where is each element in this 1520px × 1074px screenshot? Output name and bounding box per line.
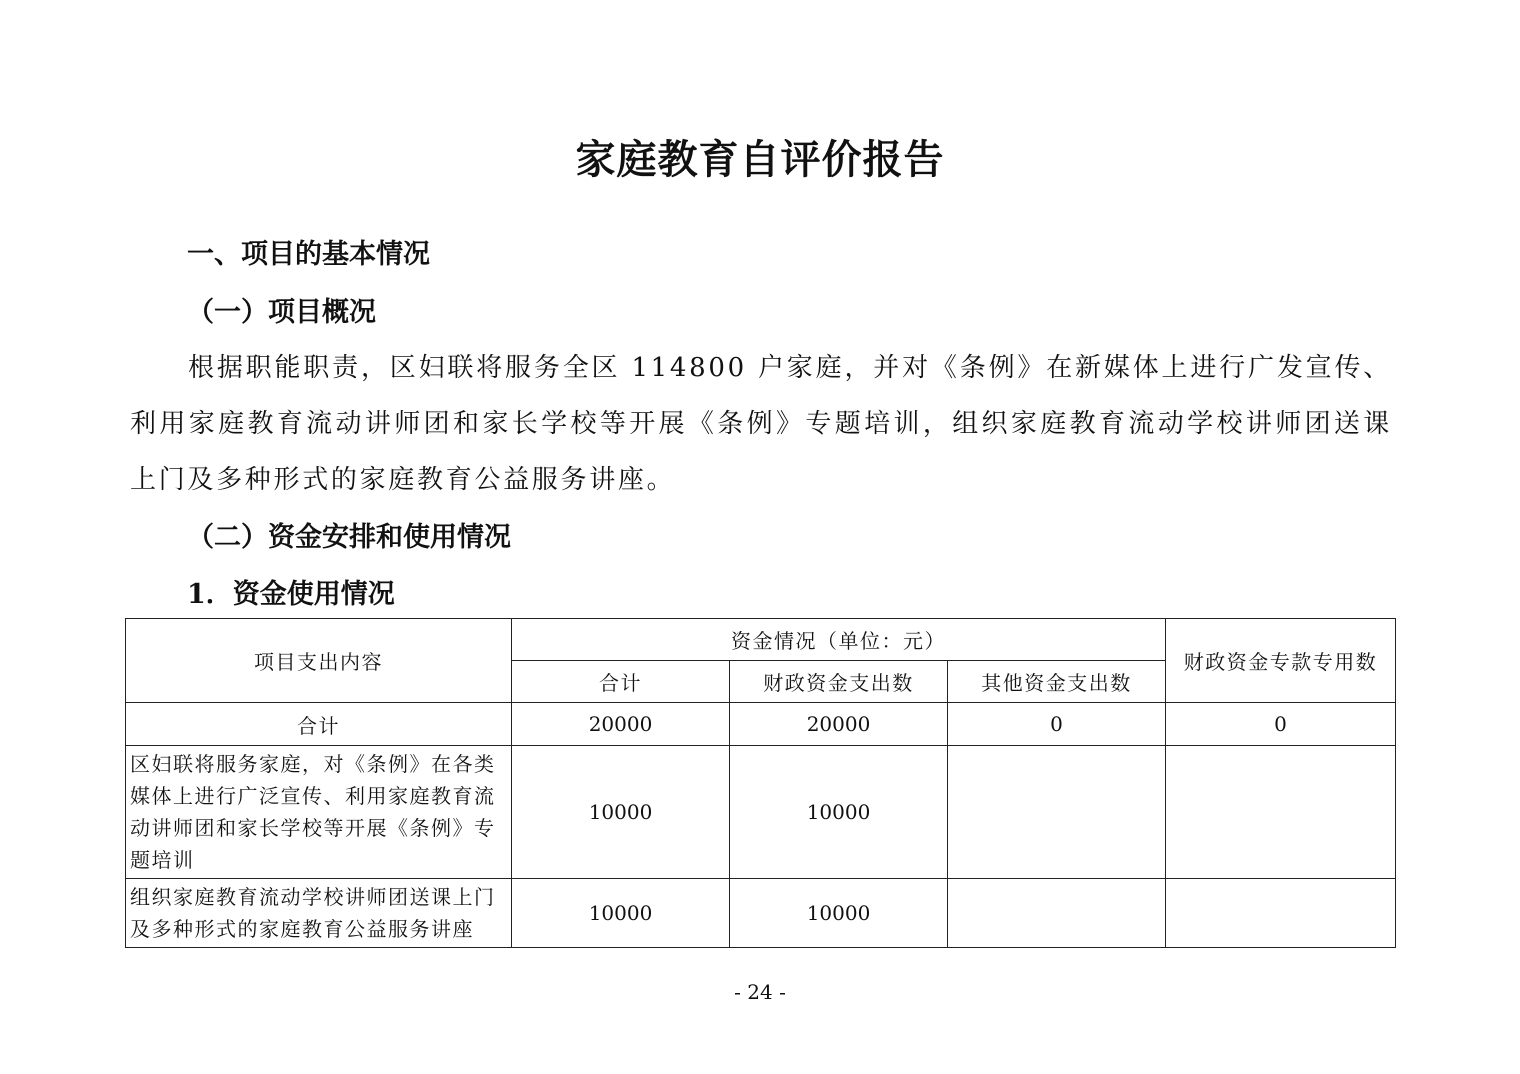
header-fiscal: 财政资金支出数 <box>730 661 948 703</box>
table-row <box>126 703 1396 746</box>
subsection-heading-overview: （一）项目概况 <box>187 297 376 328</box>
row-other: 0 <box>948 703 1166 746</box>
header-other: 其他资金支出数 <box>948 661 1166 703</box>
row-fiscal: 20000 <box>730 703 948 746</box>
item-heading-fund-usage: 1．资金使用情况 <box>187 579 395 610</box>
header-special: 财政资金专款专用数 <box>1166 619 1396 703</box>
document-title: 家庭教育自评价报告 <box>575 136 945 183</box>
row-content: 组织家庭教育流动学校讲师团送课上门及多种形式的家庭教育公益服务讲座 <box>126 879 512 948</box>
overview-paragraph: 根据职能职责，区妇联将服务全区 114800 户家庭，并对《条例》在新媒体上进行广发宣传、利用家庭教育流动讲师团和家长学校等开展《条例》专题培训，组织家庭教育流动学校讲师团送课上门及多种形式的家庭教育公益服务讲座。 <box>130 353 1392 495</box>
row-total: 10000 <box>512 746 730 879</box>
row-other <box>948 746 1166 879</box>
header-funding-group: 资金情况（单位：元） <box>512 619 1166 661</box>
row-special: 0 <box>1166 703 1396 746</box>
row-content: 区妇联将服务家庭，对《条例》在各类媒体上进行广泛宣传、利用家庭教育流动讲师团和家长学校等开展《条例》专题培训 <box>126 746 512 879</box>
row-special <box>1166 879 1396 948</box>
table-header-row <box>126 619 1396 661</box>
table-row <box>126 879 1396 948</box>
row-total: 10000 <box>512 879 730 948</box>
row-special <box>1166 746 1396 879</box>
row-total: 20000 <box>512 703 730 746</box>
section-heading-basic-info: 一、项目的基本情况 <box>187 239 430 270</box>
row-fiscal: 10000 <box>730 879 948 948</box>
table-row <box>126 746 1396 879</box>
fund-usage-table <box>125 618 1396 948</box>
page-number: - 24 - <box>734 980 786 1004</box>
subsection-heading-funding: （二）资金安排和使用情况 <box>187 522 511 553</box>
row-other <box>948 879 1166 948</box>
header-content: 项目支出内容 <box>126 619 512 703</box>
row-fiscal: 10000 <box>730 746 948 879</box>
header-total: 合计 <box>512 661 730 703</box>
row-content: 合计 <box>126 703 512 746</box>
